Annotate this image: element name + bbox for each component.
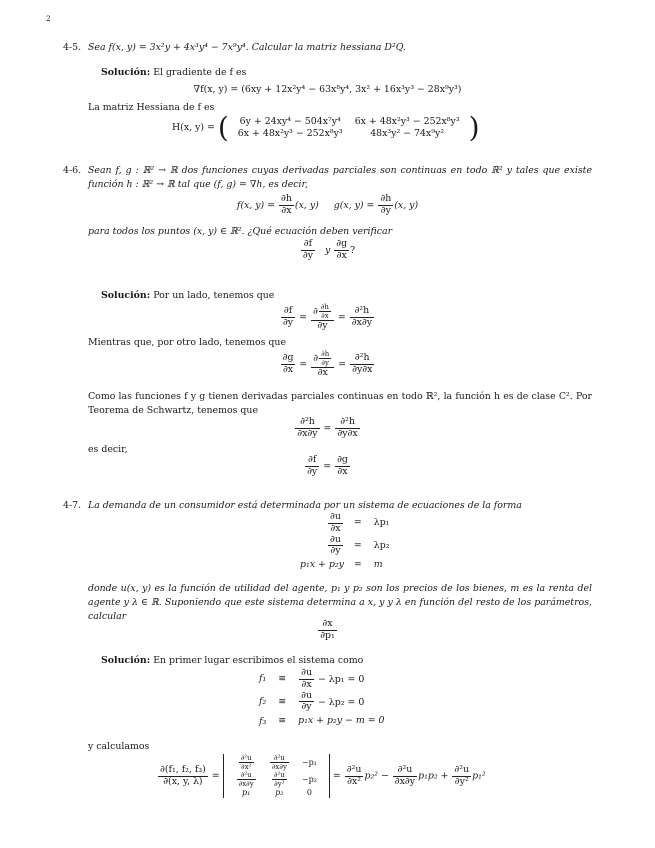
system-rhs: m (373, 559, 383, 571)
hessian-cell: 6x + 48x²y³ − 252x⁸y³ (354, 116, 460, 128)
jac-den: ∂(x, y, λ) (163, 775, 203, 787)
other-side-text: Mientras que, por otro lado, tenemos que (88, 337, 286, 348)
jac-cell: p₂ (275, 788, 284, 798)
df-dy-derivation: $\frac{\partial f}{\partial y}$ = ∂ $\frac{\partial h}{\partial x}$ ∂y = $\frac{\text{∂²h}}{\partial x\partial y}$ (282, 303, 373, 332)
jacobian-equation: $\frac{\text{∂(f₁, f₂, f₃)}}{\partial(x, y, \lambda)}$ = $\frac{\text{∂²u}}{\text{∂x²}}$ $\frac{\text{∂²u}}{\partial x\partial y}$ −p₁ $\frac{\text{∂²u}}{\partial x\partial y}$ $\frac{\text{∂²u}}{\text{∂y²}}$ −p₂ p₁ p₂ 0 = $\frac{\text{∂²u}}{\text{∂x²}}$ p₂² − $\frac{\text{∂²u}}{\partial x\partial y}$ p₁p₂ + $\frac{\text{∂²u}}{\text{∂y²}}$ p₁² (160, 754, 486, 798)
jac-cell: −p₁ (301, 757, 317, 767)
f-rhs: − λp₂ = 0 (317, 696, 365, 708)
page-number: 2 (46, 14, 51, 23)
f-name: f₃ (259, 716, 267, 728)
y-calculamos: y calculamos (88, 741, 150, 752)
system-rhs: λp₁ (373, 517, 390, 529)
fg-definition (0, 194, 655, 217)
problem-4-7-label: 4-7. (63, 500, 82, 511)
equals-sign: = (353, 517, 362, 529)
dg-dx-derivation: $\frac{\partial g}{\partial x}$ = ∂ $\frac{\partial h}{\partial y}$ ∂x = $\frac{\text{∂²h}}{\partial y\partial x}$ (282, 350, 373, 379)
problem-4-6-line1: Sean f, g : ℝ² → ℝ dos funciones cuyas derivadas parciales son continuas en todo ℝ² y tales que existe (88, 165, 592, 176)
question-mark: ? (350, 244, 356, 256)
jac-cell: −p₂ (301, 774, 317, 784)
equiv-sign: ≡ (278, 696, 287, 708)
jac-tail: p₁p₂ + (418, 770, 449, 782)
hessian-lhs: H(x, y) = (172, 122, 215, 134)
solution-intro: Por un lado, tenemos que (153, 290, 275, 301)
schwartz-line2: Teorema de Schwartz, tenemos que (88, 405, 259, 416)
eq-f-args: (x, y) (294, 199, 319, 211)
solution-4-5 (101, 67, 246, 79)
dh-dx: $\frac{\partial h}{\partial x}$ (281, 193, 292, 216)
after-line1: donde u(x, y) es la función de utilidad del agente, p₁ y p₂ son los precios de los bienes, m es la renta del (88, 583, 592, 594)
hessian-table (232, 116, 466, 140)
right-paren: ) (468, 111, 480, 144)
f-rhs: − λp₁ = 0 (317, 673, 365, 685)
solution-4-7 (101, 655, 363, 667)
problem-4-5-statement: Sea f(x, y) = 3x²y + 4x³y⁴ − 7x⁹y⁴. Calcular la matriz hessiana D²Q. (88, 42, 406, 53)
equals-sign: = (353, 540, 362, 552)
dh-dy: $\frac{\partial h}{\partial y}$ (380, 193, 392, 216)
jac-cell: 0 (306, 788, 312, 798)
hessian-intro: La matriz Hessiana de f es (88, 102, 215, 113)
problem-4-5-label: 4-5. (63, 42, 82, 53)
solution-4-6 (101, 290, 274, 302)
jacobian-determinant: $\frac{\text{∂²u}}{\text{∂x²}}$ $\frac{\text{∂²u}}{\partial x\partial y}$ −p₁ $\frac{\text{∂²u}}{\partial x\partial y}$ $\frac{\text{∂²u}}{\text{∂y²}}$ −p₂ p₁ p₂ 0 (223, 754, 330, 798)
dg-dx: $\frac{\partial g}{\partial x}$ (336, 238, 348, 261)
jac-cell: p₁ (242, 788, 251, 798)
f-name: f₂ (259, 696, 267, 708)
system-lhs: p₁x + p₂y (300, 559, 344, 571)
system-rhs: λp₂ (373, 540, 390, 552)
es-decir-text: es decir, (88, 444, 128, 455)
rewritten-system: f₁ ≡ $\frac{\partial u}{\partial x}$ − λp₁ = 0 f₂ ≡ $\frac{\partial u}{\partial y}$ − λp₂ = 0 f₃ ≡ p₁x + p₂y − m = 0 (253, 668, 391, 728)
question-fracs (0, 239, 655, 262)
solution-label: Solución: (101, 67, 151, 78)
df-dy: $\frac{\partial f}{\partial y}$ (302, 238, 314, 261)
solution-intro: En primer lugar escribimos el sistema como (153, 655, 364, 666)
solution-label: Solución: (101, 655, 151, 666)
problem-4-7-statement: La demanda de un consumidor está determinada por un sistema de ecuaciones de la forma (88, 500, 522, 511)
f-expr: p₁x + p₂y − m = 0 (298, 714, 385, 726)
and-word: y (324, 244, 331, 256)
after-line2: agente y λ ∈ ℝ. Suponiendo que este sistema determina a x, y y λ en función del resto de los parámetros, (88, 597, 592, 608)
eq-g-lhs: g(x, y) = (333, 199, 375, 211)
gradient-equation: ∇f(x, y) = (6xy + 12x²y⁴ − 63x⁸y⁴, 3x² + 16x³y³ − 28x⁹y³) (193, 84, 462, 95)
left-paren: ( (217, 111, 229, 144)
problem-4-6-line3: para todos los puntos (x, y) ∈ ℝ². ¿Qué ecuación deben verificar (88, 226, 393, 237)
eq-g-args: (x, y) (394, 199, 419, 211)
equiv-sign: ≡ (278, 673, 287, 685)
eq-f-lhs: f(x, y) = (236, 199, 276, 211)
jac-num: ∂(f₁, f₂, f₃) (160, 763, 206, 775)
problem-4-6-label: 4-6. (63, 165, 82, 176)
schwartz-equality: $\frac{\text{∂²h}}{\partial x\partial y}$ = $\frac{\text{∂²h}}{\partial y\partial x}$ (297, 416, 358, 439)
equiv-sign: ≡ (278, 714, 287, 726)
problem-4-6-line2: función h : ℝ² → ℝ tal que (f, g) = ∇h, es decir, (88, 179, 308, 190)
solution-label: Solución: (101, 290, 151, 301)
hessian-cell: 48x³y² − 74x⁹y² (370, 128, 445, 139)
demand-system: $\frac{\partial u}{\partial x}$ = λp₁ $\frac{\partial u}{\partial y}$ = λp₂ p₁x + p₂y = m (296, 512, 395, 573)
dx-dp1: $\frac{\partial x}{\text{∂p₁}}$ (320, 618, 335, 641)
schwartz-line1: Como las funciones f y g tienen derivadas parciales continuas en todo ℝ², la función h es de clase C². Por (88, 391, 592, 402)
hessian-cell: 6x + 48x²y³ − 252x⁸y³ (237, 128, 343, 139)
after-line3: calcular (88, 611, 127, 622)
hessian-matrix (172, 111, 480, 144)
solution-intro: El gradiente de f es (153, 67, 247, 78)
f-name: f₁ (259, 673, 267, 685)
final-equality: $\frac{\partial f}{\partial y}$ = $\frac{\partial g}{\partial x}$ (307, 454, 348, 477)
equals-sign: = (353, 559, 362, 571)
hessian-cell: 6y + 24xy⁴ − 504x⁷y⁴ (239, 116, 341, 128)
